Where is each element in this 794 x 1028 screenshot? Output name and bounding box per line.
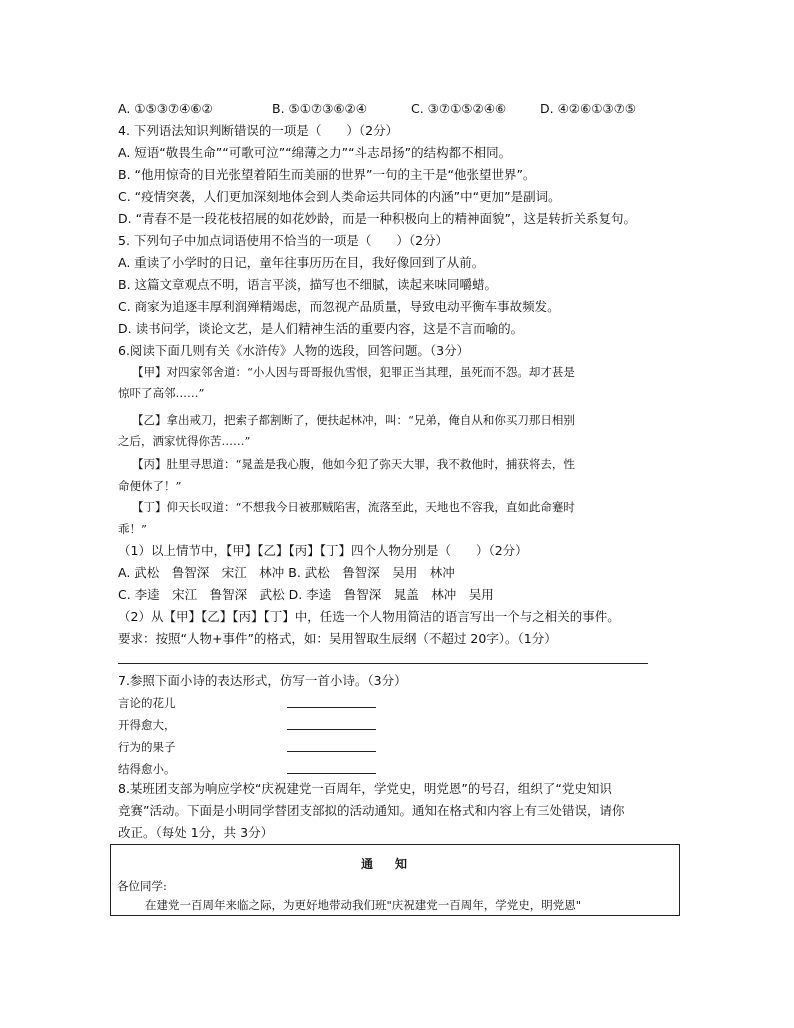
q3-option-c: C. ③⑦①⑤②④⑥ [411,101,507,116]
q5-option-a: A. 重读了小学时的日记，童年往事历历在目，我好像回到了从前。 [118,255,485,270]
q6-excerpt-bing: 【丙】肚里寻思道：“晁盖是我心腹，他如今犯了弥天大罪，我不救他时，捕获将去，性 [132,457,575,471]
q6-excerpt-yi-cont: 之后，洒家忧得你苦……” [118,434,251,448]
q6-sub1-options-cd: C. 李逵 宋江 鲁智深 武松 D. 李逵 鲁智深 晁盖 林冲 吴用 [118,587,494,602]
q4-option-b: B. “他用惊奇的目光张望着陌生而美丽的世界”一句的主干是“他张望世界”。 [118,167,536,182]
q8-stem-line-1: 8.某班团支部为响应学校“庆祝建党一百周年，学党史，明党恩”的号召，组织了“党史知识 [118,781,612,796]
q6-excerpt-jia-cont: 惊吓了高邻……” [118,386,205,400]
q6-excerpt-yi: 【乙】拿出戒刀，把索子都割断了，便扶起林冲，叫：“兄弟，俺自从和你买刀那日相别 [132,413,575,427]
q6-excerpt-ding: 【丁】仰天长叹道：“不想我今日被那贼陷害，流落至此，天地也不容我，直如此命蹇时 [132,500,575,514]
q8-stem-line-3: 改正。（每处 1分，共 3分） [118,825,274,840]
q4-option-a: A. 短语“敬畏生命”“可歌可泣”“绵薄之力”“斗志昂扬”的结构都不相同。 [118,145,512,160]
notice-box [110,844,680,916]
answer-line [118,663,648,664]
notice-greeting: 各位同学: [117,879,167,893]
q4-option-c: C. “疫情突袭，人们更加深刻地体会到人类命运共同体的内涵”中“更加”是副词。 [118,189,561,204]
q4-stem: 4. 下列语法知识判断错误的一项是（ ）（2分） [118,123,399,138]
q7-poem-line-4: 结得愈小。 [118,762,176,776]
q5-option-d: D. 读书问学，谈论文艺，是人们精神生活的重要内容，这是不言而喻的。 [118,321,524,336]
q6-excerpt-bing-cont: 命便休了！” [118,479,182,493]
q7-blank-4[interactable] [287,773,376,774]
q6-sub2-requirement: 要求：按照“人物+事件”的格式，如：吴用智取生辰纲（不超过 20字）。（1分） [118,631,557,646]
q7-poem-line-1: 言论的花儿 [118,696,176,710]
q3-option-b: B. ⑤①⑦③⑥②④ [272,101,367,116]
q7-poem-line-3: 行为的果子 [118,740,176,754]
q7-blank-1[interactable] [287,707,376,708]
q6-excerpt-jia: 【甲】对四家邻舍道：“小人因与哥哥报仇雪恨，犯罪正当其理，虽死而不怨。却才甚是 [132,365,575,379]
q8-stem-line-2: 竞赛”活动。下面是小明同学替团支部拟的活动通知。通知在格式和内容上有三处错误，请你 [118,803,625,818]
q5-option-b: B. 这篇文章观点不明，语言平淡，描写也不细腻，读起来味同嚼蜡。 [118,277,498,292]
q7-poem-line-2: 开得愈大， [118,718,176,732]
q6-sub1-stem: （1）以上情节中，【甲】【乙】【丙】【丁】四个人物分别是（ ）（2分） [118,543,528,558]
q6-sub2-stem: （2）从【甲】【乙】【丙】【丁】中，任选一个人物用简洁的语言写出一个与之相关的事件。 [118,609,620,624]
q5-option-c: C. 商家为追逐丰厚利润殚精竭虑，而忽视产品质量，导致电动平衡车事故频发。 [118,299,560,314]
q5-stem: 5. 下列句子中加点词语使用不恰当的一项是（ ）（2分） [118,233,449,248]
q7-blank-2[interactable] [287,729,376,730]
q3-option-a: A. ①⑤③⑦④⑥② [118,101,213,116]
q3-option-d: D. ④②⑥①③⑦⑤ [540,101,637,116]
notice-body: 在建党一百周年来临之际，为更好地带动我们班"庆祝建党一百周年，学党史，明党恩" [145,898,582,912]
q6-excerpt-ding-cont: 乖！” [118,522,147,536]
q7-stem: 7.参照下面小诗的表达形式，仿写一首小诗。（3分） [118,673,407,688]
q7-blank-3[interactable] [287,751,376,752]
q4-option-d: D. “青春不是一段花枝招展的如花妙龄，而是一种积极向上的精神面貌”，这是转折关系复句。 [118,211,637,226]
notice-title: 通知 [360,857,429,871]
q6-sub1-options-ab: A. 武松 鲁智深 宋江 林冲 B. 武松 鲁智深 吴用 林冲 [118,565,455,580]
q6-stem: 6.阅读下面几则有关《水浒传》人物的选段，回答问题。（3分） [118,343,470,358]
